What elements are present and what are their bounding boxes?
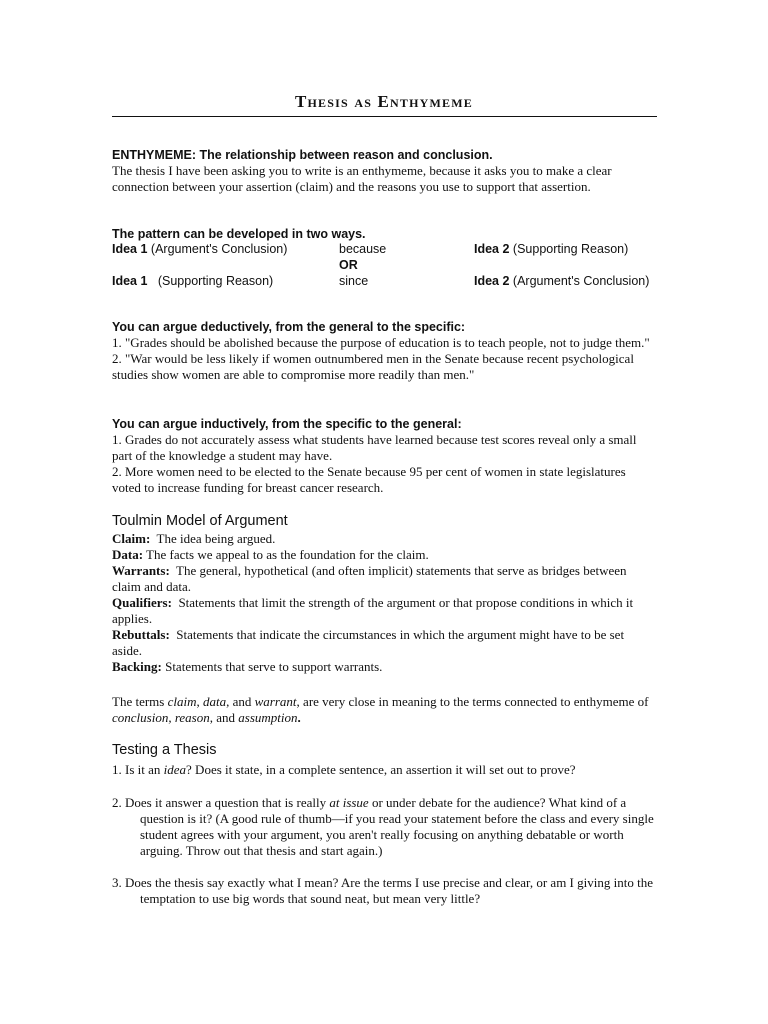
enthymeme-heading: ENTHYMEME: The relationship between reason and conclusion. [112, 148, 493, 162]
pattern-or-label: OR [339, 258, 358, 272]
testing-heading: Testing a Thesis [112, 742, 217, 758]
deductive-item: 1. "Grades should be abolished because the purpose of education is to teach people, not to judge them." [112, 335, 650, 350]
toulmin-term-claim: Claim: The idea being argued. [112, 531, 276, 546]
terms-note: The terms claim, data, and warrant, are very close in meaning to the terms connected to enthymeme of conclusion, reason, and assumption. [112, 694, 649, 725]
deductive-item: 2. "War would be less likely if women outnumbered men in the Senate because recent psychological studies show women are able to compromise more readily than men." [112, 351, 634, 382]
inductive-section [112, 416, 657, 496]
inductive-item: 2. More women need to be elected to the Senate because 95 per cent of women in state legislatures voted to increase funding for breast cancer research. [112, 464, 626, 495]
toulmin-terms [112, 531, 657, 675]
testing-question-3: 3. Does the thesis say exactly what I mean? Are the terms I use precise and clear, or am I giving into the temptation to use big words that sound neat, but mean very little? [112, 875, 653, 906]
toulmin-term-data: Data: The facts we appeal to as the foundation for the claim. [112, 547, 429, 562]
toulmin-term-warrants: Warrants: The general, hypothetical (and often implicit) statements that serve as bridges between claim and data. [112, 563, 630, 594]
testing-question-1: 1. Is it an idea? Does it state, in a complete sentence, an assertion it will set out to prove? [112, 762, 576, 777]
inductive-item: 1. Grades do not accurately assess what students have learned because test scores reveal only a small part of the knowledge a student may have. [112, 432, 637, 463]
pattern-row2-idea1: Idea 1 (Supporting Reason) [112, 274, 274, 288]
page-title: Thesis as Enthymeme [294, 92, 473, 111]
intro-section [112, 147, 657, 195]
toulmin-term-backing: Backing: Statements that serve to support warrants. [112, 659, 383, 674]
pattern-heading: The pattern can be developed in two ways. [112, 227, 366, 241]
deductive-heading: You can argue deductively, from the general to the specific: [112, 320, 466, 334]
toulmin-term-qualifiers: Qualifiers: Statements that limit the strength of the argument or that propose conditions in which it applies. [112, 595, 637, 626]
title-rule [112, 116, 657, 117]
pattern-row1-idea2: Idea 2 (Supporting Reason) [474, 242, 629, 256]
deductive-section [112, 319, 657, 383]
enthymeme-text: The thesis I have been asking you to write is an enthymeme, because it asks you to make a clear connection between your assertion (claim) and the reasons you use to support that assertion. [112, 163, 612, 194]
pattern-row1-connector: because [339, 242, 387, 256]
testing-list [112, 762, 657, 907]
pattern-row1-idea1: Idea 1 (Argument's Conclusion) [112, 242, 288, 256]
testing-question-2: 2. Does it answer a question that is really at issue or under debate for the audience? What kind of a question is it? (A good rule of thumb—if you read your statement before the class and every single student agrees with your argument, you aren't really focusing on anything debatable or worth arguing. Throw out that thesis and start again.) [112, 795, 654, 858]
pattern-row2-idea2: Idea 2 (Argument's Conclusion) [474, 274, 650, 288]
pattern-row2-connector: since [339, 274, 369, 288]
toulmin-heading: Toulmin Model of Argument [112, 513, 288, 529]
toulmin-term-rebuttals: Rebuttals: Statements that indicate the circumstances in which the argument might have to be set aside. [112, 627, 628, 658]
inductive-heading: You can argue inductively, from the specific to the general: [112, 417, 462, 431]
